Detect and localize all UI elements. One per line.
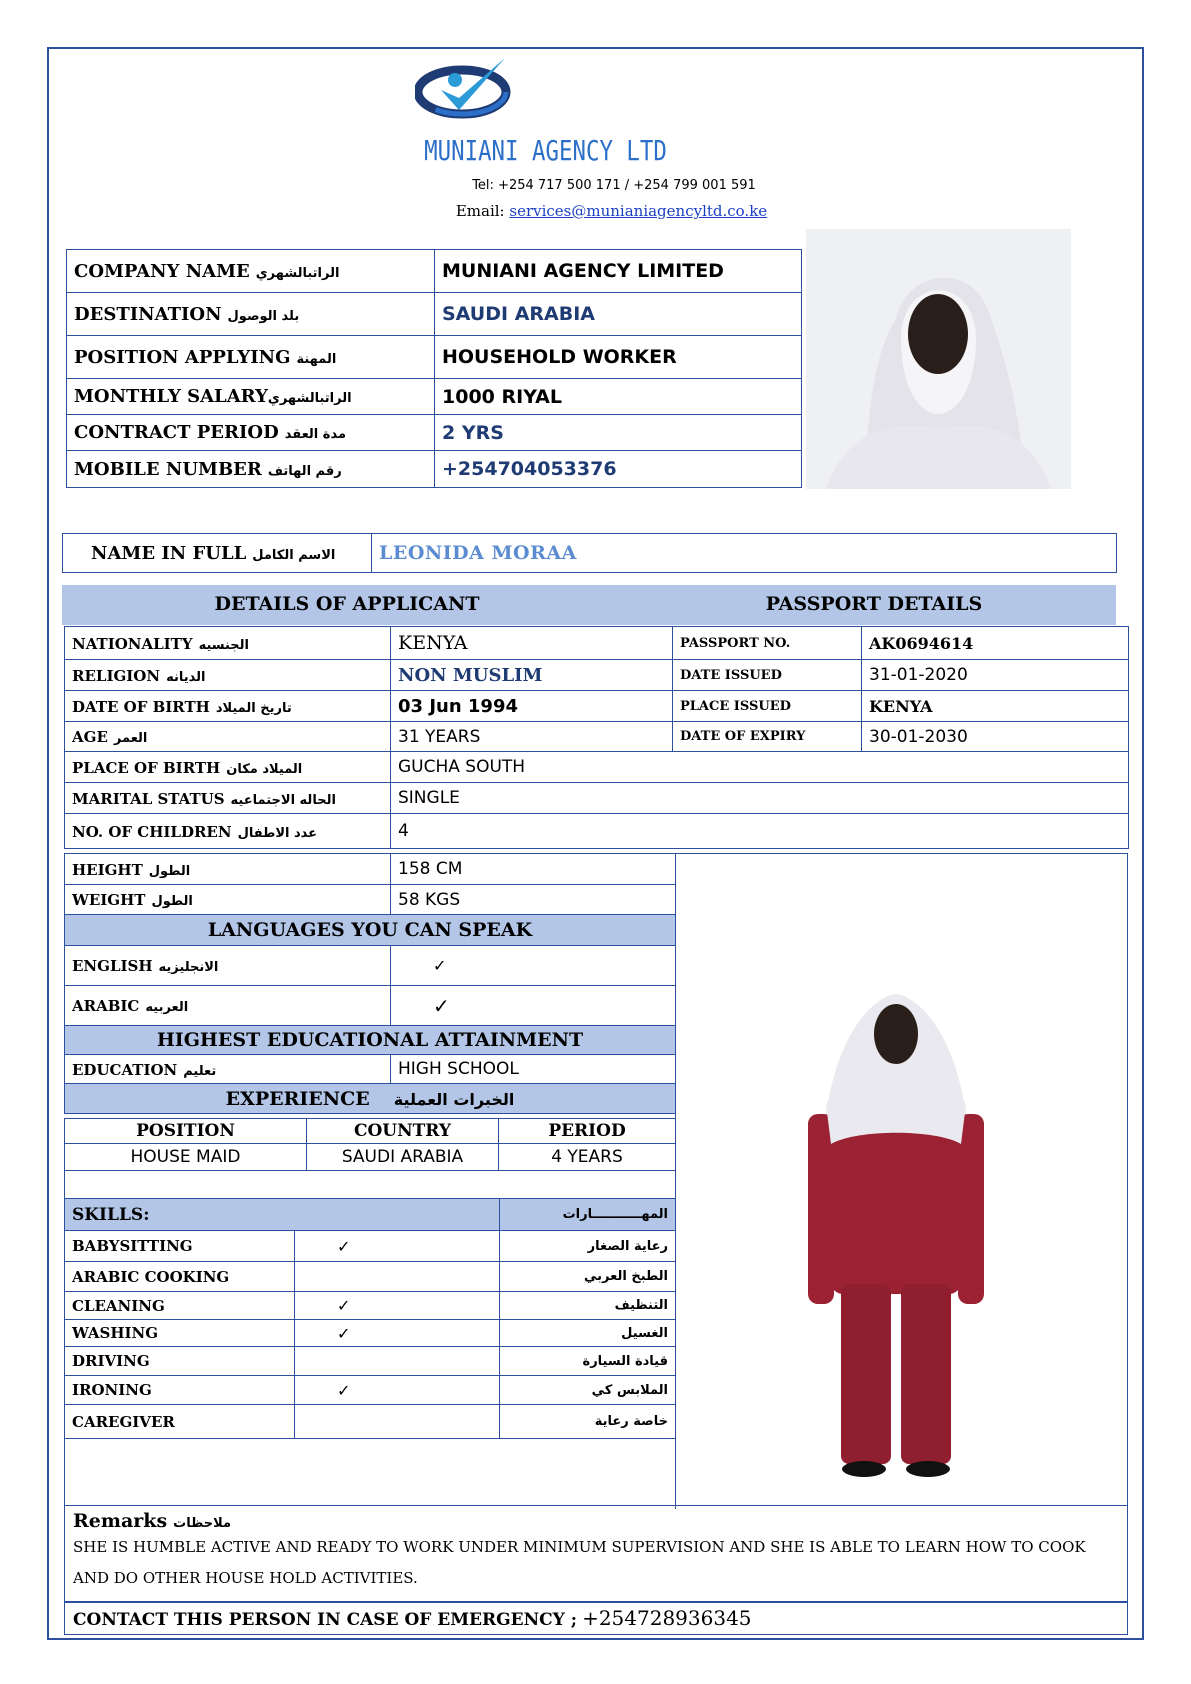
skill-label: CAREGIVER: [65, 1405, 295, 1439]
dob-label: DATE OF BIRTH: [72, 697, 210, 716]
exp-col-country: COUNTRY: [307, 1119, 499, 1144]
arabic-label: تعليم: [183, 1063, 217, 1079]
destination-label: DESTINATION: [74, 303, 222, 325]
exp-country-value: SAUDI ARABIA: [307, 1144, 499, 1171]
table-row: [65, 814, 1129, 849]
name-label: NAME IN FULL: [91, 542, 247, 564]
table-row: [65, 854, 676, 885]
height-value: 158 CM: [391, 854, 676, 885]
table-row: [67, 451, 802, 488]
arabic-label: العمر: [113, 731, 148, 746]
date-issued-label: DATE ISSUED: [673, 660, 862, 691]
experience-table: [64, 1118, 676, 1199]
check-icon: ✓: [391, 986, 676, 1026]
arabic-label: العربيه: [145, 1000, 189, 1015]
table-row: [65, 1199, 676, 1231]
arabic-label: الطول: [151, 894, 193, 909]
table-row: [67, 293, 802, 336]
skill-label-ar: خاصة رعاية: [500, 1405, 676, 1439]
skill-label-ar: قيادة السيارة: [500, 1347, 676, 1376]
contract-value: 2 YRS: [435, 415, 802, 451]
skill-label-ar: التنظيف: [500, 1292, 676, 1320]
skill-label-ar: رعاية الصغار: [500, 1231, 676, 1262]
arabic-label: الانجليزيه: [158, 960, 219, 975]
email-label: Email:: [455, 202, 510, 220]
exp-col-position: POSITION: [65, 1119, 307, 1144]
destination-value: SAUDI ARABIA: [435, 293, 802, 336]
skills-table: [64, 1198, 676, 1509]
check-icon: ✓: [391, 946, 676, 986]
skill-label-ar: الطبخ العربي: [500, 1262, 676, 1292]
skill-label-ar: الملابس كي: [500, 1376, 676, 1405]
mobile-label: MOBILE NUMBER: [74, 458, 262, 480]
passport-no-value: AK0694614: [862, 627, 1129, 660]
agency-tel: Tel: +254 717 500 171 / +254 799 001 591: [472, 178, 756, 193]
applicant-header: DETAILS OF APPLICANT: [214, 593, 480, 615]
skill-label: IRONING: [65, 1376, 295, 1405]
experience-header: [65, 1084, 676, 1114]
experience-title-ar: الخبرات العملية: [393, 1089, 515, 1109]
table-row: [65, 1320, 676, 1347]
arabic-label: المهنة: [296, 351, 337, 367]
arabic-lang-label: ARABIC: [72, 997, 140, 1015]
table-row: [65, 722, 1129, 752]
children-label: NO. OF CHILDREN: [72, 822, 232, 841]
table-row: [65, 986, 676, 1026]
table-row: [65, 660, 1129, 691]
arabic-label: الميلاد مكان: [226, 761, 303, 777]
age-value: 31 YEARS: [391, 722, 673, 752]
arabic-label: الديانه: [166, 669, 206, 685]
skill-label: DRIVING: [65, 1347, 295, 1376]
table-row: [65, 1405, 676, 1439]
arabic-label: الاسم الكامل: [252, 547, 336, 563]
table-row: [65, 1262, 676, 1292]
salary-value: [435, 379, 802, 415]
weight-label: WEIGHT: [72, 891, 146, 909]
arabic-label: الجنسيه: [198, 637, 249, 653]
agency-logo: [415, 54, 515, 124]
table-row: [65, 691, 1129, 722]
skills-header-ar: المهـــــــــــارات: [500, 1199, 676, 1231]
nationality-value: KENYA: [391, 627, 673, 660]
company-name-label: COMPANY NAME: [74, 260, 250, 282]
applicant-lower-table: [64, 853, 676, 1114]
remarks-title-ar: ملاحظات: [173, 1516, 232, 1531]
nationality-label: NATIONALITY: [72, 634, 193, 653]
skill-label: ARABIC COOKING: [65, 1262, 295, 1292]
headshot-photo: [806, 229, 1071, 489]
full-body-photo-frame: [675, 853, 1128, 1506]
emergency-value: +254728936345: [582, 1606, 752, 1630]
arabic-label: الحاله الاجتماعيه: [230, 792, 336, 808]
name-table: [62, 533, 1117, 573]
contract-label: CONTRACT PERIOD: [74, 422, 279, 443]
table-row: [65, 627, 1129, 660]
marital-value: SINGLE: [391, 783, 1129, 814]
marital-label: MARITAL STATUS: [72, 789, 225, 808]
company-table: [66, 249, 802, 488]
check-icon: ✓: [295, 1376, 500, 1405]
table-row: [65, 752, 1129, 783]
weight-value: 58 KGS: [391, 885, 676, 915]
education-label: EDUCATION: [72, 1060, 178, 1079]
arabic-label: الراتبالشهري: [255, 265, 340, 281]
agency-email-line: [300, 202, 923, 220]
education-header: HIGHEST EDUCATIONAL ATTAINMENT: [65, 1026, 676, 1055]
exp-position-value: HOUSE MAID: [65, 1144, 307, 1171]
children-value: 4: [391, 814, 1129, 849]
remarks-title: Remarks: [73, 1510, 168, 1532]
table-row: [67, 336, 802, 379]
table-row: [65, 1119, 676, 1144]
check-icon: ✓: [295, 1292, 500, 1320]
details-table: [64, 626, 1129, 849]
experience-title: EXPERIENCE: [225, 1087, 370, 1110]
dob-value: 03 Jun 1994: [391, 691, 673, 722]
table-row: [65, 1144, 676, 1171]
expiry-label: DATE OF EXPIRY: [673, 722, 862, 752]
exp-col-period: PERIOD: [499, 1119, 676, 1144]
check-icon: ✓: [295, 1231, 500, 1262]
arabic-label: الراتبالشهري: [267, 391, 352, 406]
age-label: AGE: [72, 728, 108, 746]
emergency-label: CONTACT THIS PERSON IN CASE OF EMERGENCY ;: [73, 1610, 577, 1630]
position-value: HOUSEHOLD WORKER: [435, 336, 802, 379]
religion-label: RELIGION: [72, 666, 161, 685]
skill-label-ar: الغسيل: [500, 1320, 676, 1347]
place-of-birth-value: GUCHA SOUTH: [391, 752, 1129, 783]
languages-header: LANGUAGES YOU CAN SPEAK: [65, 915, 676, 946]
section-header: [62, 585, 1116, 625]
education-value: HIGH SCHOOL: [391, 1055, 676, 1084]
check-icon: [295, 1347, 500, 1376]
check-icon: [295, 1405, 500, 1439]
date-issued-value: 31-01-2020: [862, 660, 1129, 691]
check-icon: ✓: [295, 1320, 500, 1347]
emergency-contact: [64, 1602, 1128, 1635]
table-row: [67, 379, 802, 415]
table-row: [65, 1231, 676, 1262]
email-link[interactable]: services@munianiagencyltd.co.ke: [509, 202, 768, 220]
arabic-label: بلد الوصول: [227, 308, 300, 324]
table-row: [65, 885, 676, 915]
exp-period-value: 4 YEARS: [499, 1144, 676, 1171]
remarks-box: [64, 1505, 1128, 1602]
table-row: [65, 1055, 676, 1084]
table-row: [65, 946, 676, 986]
empty-row: [65, 1439, 676, 1509]
mobile-value: +254704053376: [435, 451, 802, 488]
arabic-label: تاريخ الميلاد: [215, 700, 292, 716]
arabic-label: رقم الهاتف: [267, 463, 342, 479]
empty-row: [65, 1171, 676, 1199]
full-name-value: LEONIDA MORAA: [372, 534, 1117, 573]
skills-header: SKILLS:: [65, 1199, 500, 1231]
agency-name: MUNIANI AGENCY LTD: [424, 134, 667, 167]
position-label: POSITION APPLYING: [74, 346, 291, 368]
salary-label: MONTHLY SALARY: [74, 386, 268, 407]
arabic-label: مدة العقد: [284, 427, 347, 442]
english-label: ENGLISH: [72, 957, 153, 975]
place-of-birth-label: PLACE OF BIRTH: [72, 758, 221, 777]
arabic-label: الطول: [148, 863, 191, 879]
full-body-photo: [786, 954, 1006, 1484]
table-row: [65, 1347, 676, 1376]
table-row: [65, 783, 1129, 814]
table-row: [67, 250, 802, 293]
passport-no-label: PASSPORT NO.: [673, 627, 862, 660]
place-issued-label: PLACE ISSUED: [673, 691, 862, 722]
table-row: [67, 415, 802, 451]
expiry-value: 30-01-2030: [862, 722, 1129, 752]
religion-value: NON MUSLIM: [391, 660, 673, 691]
arabic-label: عدد الاطفال: [237, 825, 318, 841]
height-label: HEIGHT: [72, 860, 143, 879]
skill-label: WASHING: [65, 1320, 295, 1347]
passport-header: PASSPORT DETAILS: [765, 593, 983, 615]
salary-text: 1000 RIYAL: [442, 385, 562, 408]
place-issued-value: KENYA: [862, 691, 1129, 722]
table-row: [65, 1292, 676, 1320]
company-name-value: MUNIANI AGENCY LIMITED: [435, 250, 802, 293]
skill-label: CLEANING: [65, 1292, 295, 1320]
table-row: [65, 1376, 676, 1405]
check-icon: [295, 1262, 500, 1292]
skill-label: BABYSITTING: [65, 1231, 295, 1262]
remarks-text: SHE IS HUMBLE ACTIVE AND READY TO WORK UNDER MINIMUM SUPERVISION AND SHE IS ABLE TO LEARN HOW TO COOK AND DO OTHER HOUSE HOLD ACTIVITIES.: [73, 1538, 1086, 1587]
